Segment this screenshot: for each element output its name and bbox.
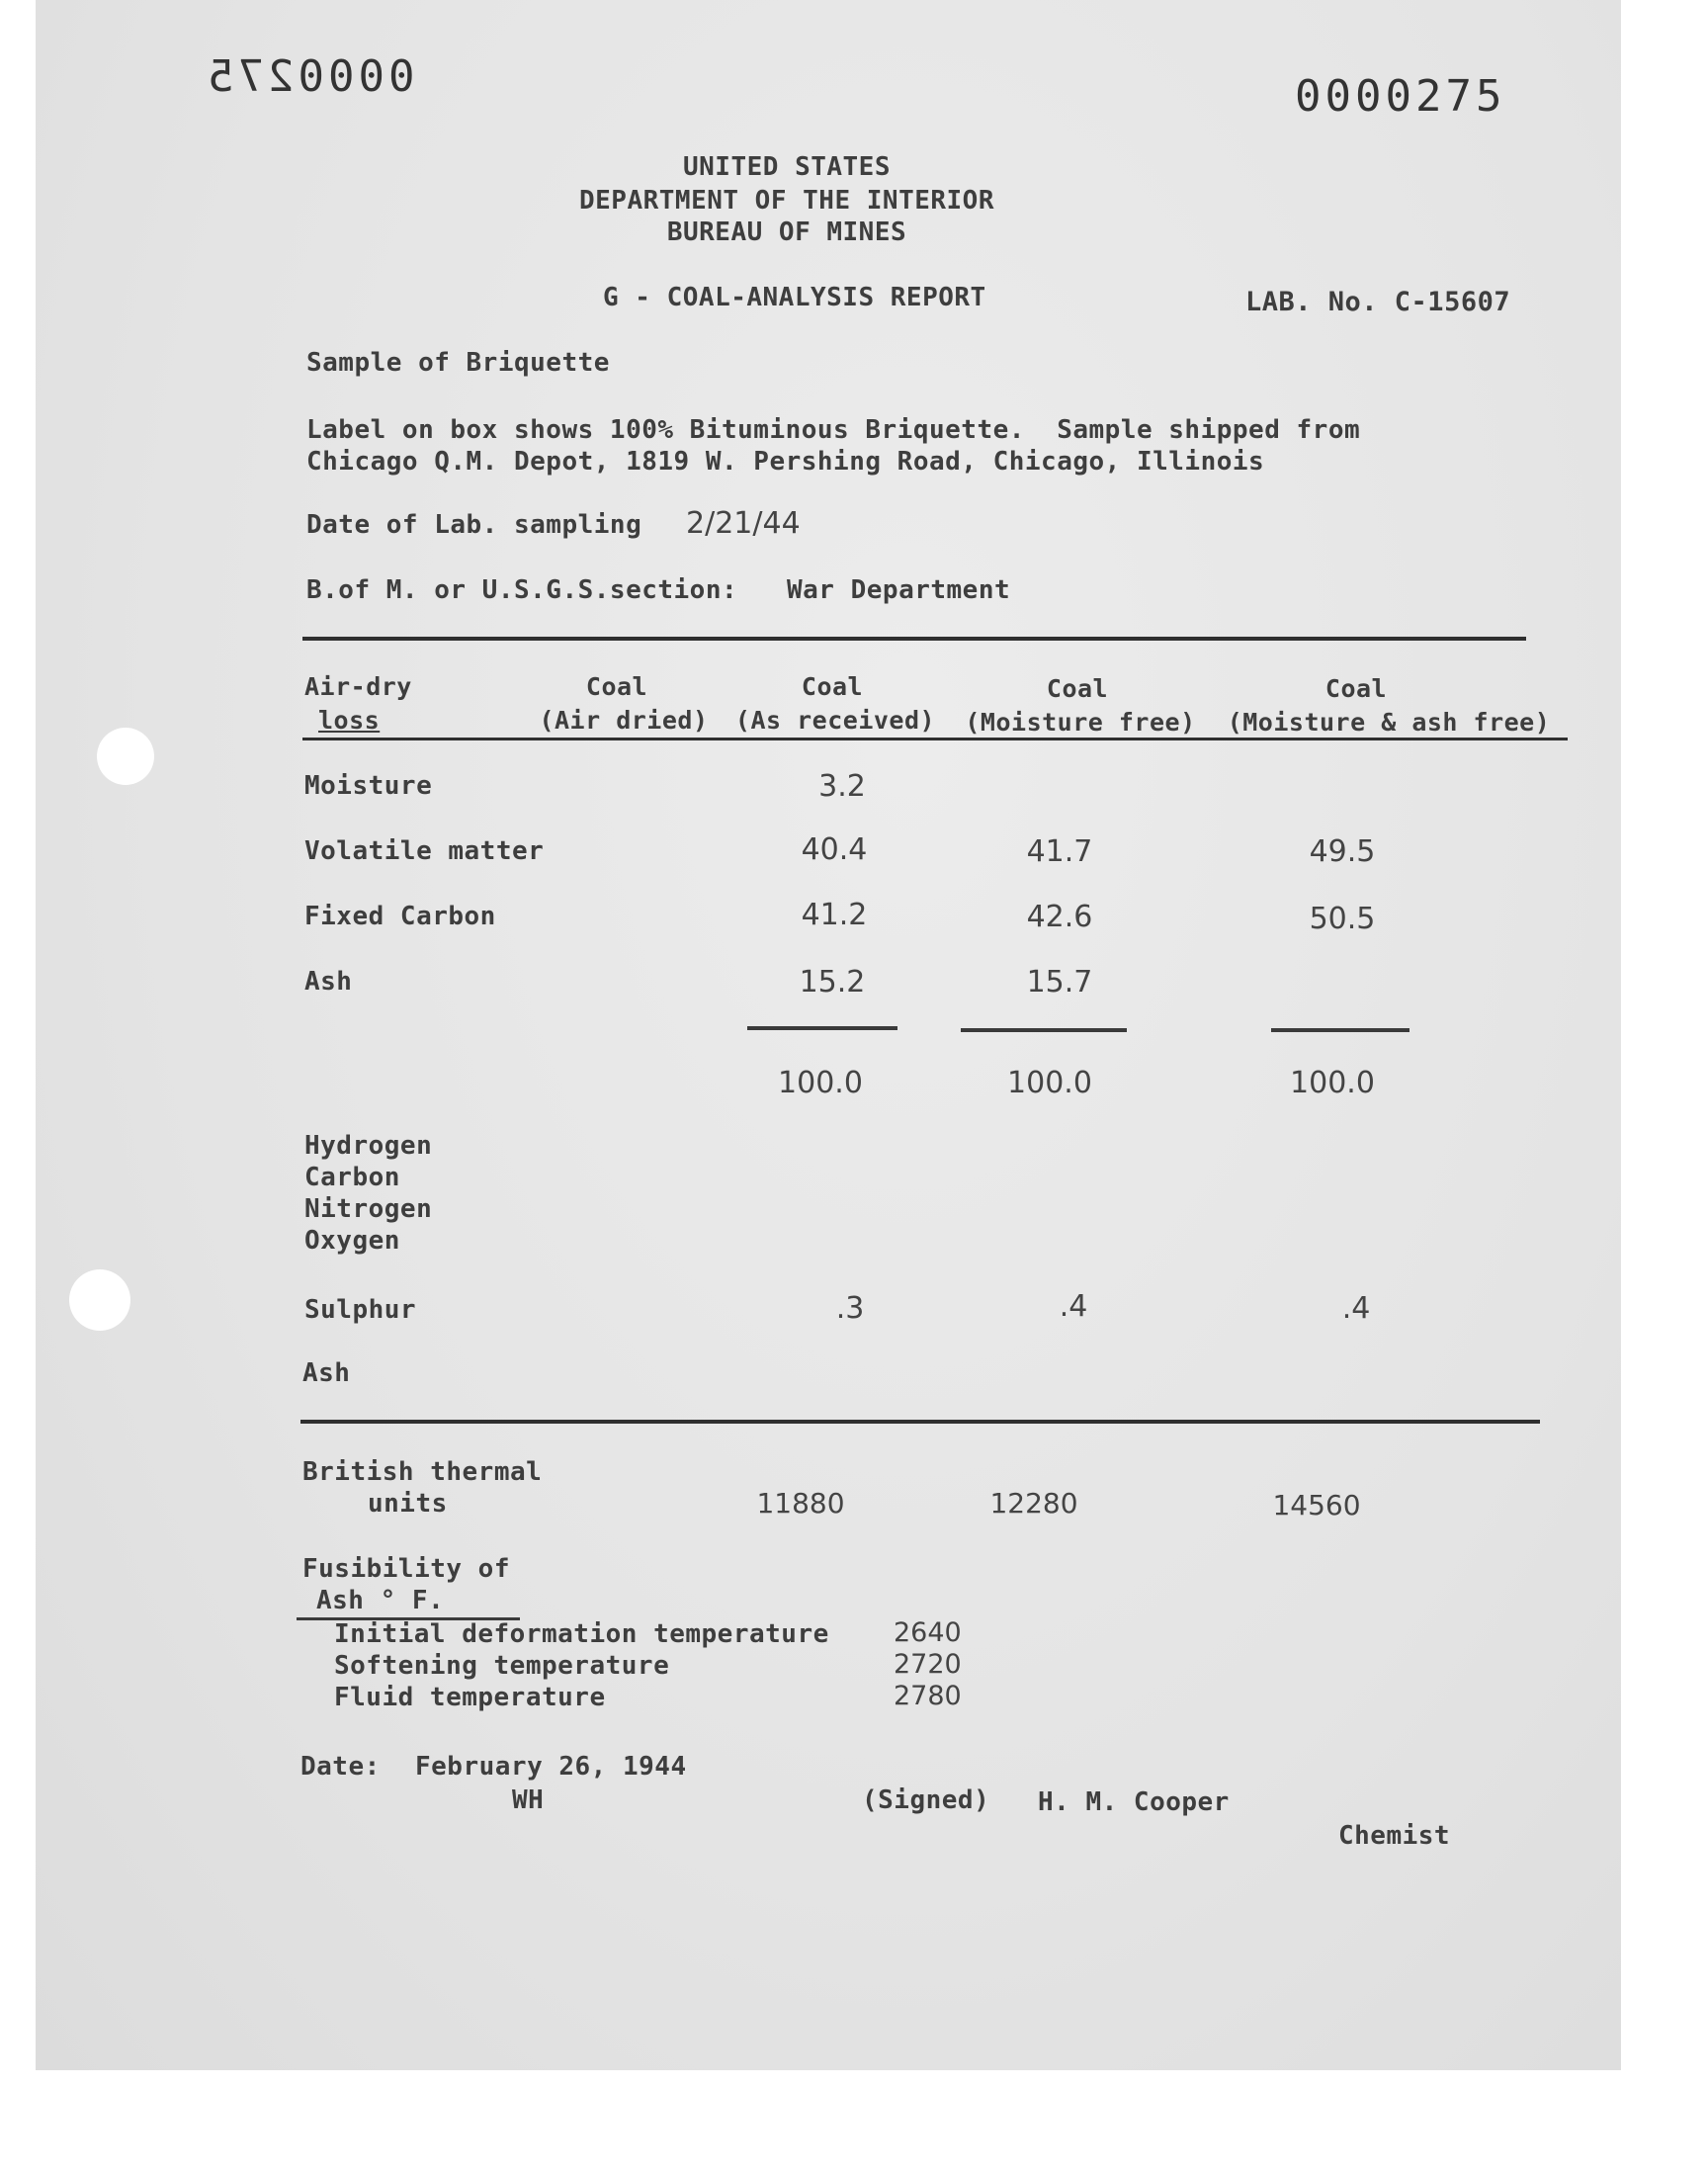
- fixed-carbon-moisture-free: 42.6: [1026, 900, 1093, 934]
- row-label-ultimate-ash: Ash: [302, 1358, 351, 1388]
- report-title: G - COAL-ANALYSIS REPORT: [603, 283, 986, 312]
- fixed-carbon-maf: 50.5: [1309, 902, 1376, 936]
- row-label-oxygen: Oxygen: [304, 1226, 400, 1256]
- row-label-ash: Ash: [304, 967, 353, 997]
- row-label-moisture: Moisture: [304, 771, 433, 801]
- row-label-carbon: Carbon: [304, 1163, 400, 1192]
- header-line-2: DEPARTMENT OF THE INTERIOR: [579, 186, 994, 216]
- fusibility-softening-label: Softening temperature: [334, 1651, 670, 1681]
- col-header-maf-1: Coal: [1324, 674, 1388, 703]
- footer-signed-label: (Signed): [862, 1785, 990, 1815]
- total-as-received: 100.0: [778, 1066, 863, 1100]
- sulphur-moisture-free: .4: [1059, 1289, 1088, 1324]
- sample-label-line-1: Label on box shows 100% Bituminous Briquette. Sample shipped from: [306, 415, 1361, 445]
- ash-as-received: 15.2: [799, 965, 866, 1000]
- row-label-volatile-matter: Volatile matter: [304, 836, 545, 866]
- punch-hole-upper: [97, 728, 154, 785]
- rule-top: [302, 637, 1526, 641]
- btu-label-line-1: British thermal: [302, 1457, 543, 1487]
- punch-hole-lower: [69, 1269, 130, 1331]
- fixed-carbon-as-received: 41.2: [801, 898, 868, 932]
- volatile-as-received: 40.4: [801, 832, 868, 867]
- footer-initials: WH: [512, 1785, 545, 1815]
- lab-number-label: LAB. No. C-15607: [1245, 287, 1511, 317]
- btu-maf: 14560: [1272, 1489, 1361, 1522]
- fusibility-title-line-1: Fusibility of: [302, 1554, 510, 1584]
- moisture-as-received: 3.2: [818, 769, 866, 804]
- col-header-air-dry-2: loss: [318, 706, 381, 735]
- stamp-top-left: 0000275: [204, 51, 415, 102]
- row-label-hydrogen: Hydrogen: [304, 1131, 433, 1161]
- header-line-3: BUREAU OF MINES: [666, 218, 907, 247]
- fusibility-initial-label: Initial deformation temperature: [334, 1619, 829, 1649]
- sum-rule-moisture-free: [961, 1028, 1127, 1032]
- col-header-maf-2: (Moisture & ash free): [1227, 708, 1551, 737]
- col-header-air-dried-1: Coal: [585, 672, 648, 701]
- section-label: B.of M. or U.S.G.S.section:: [306, 575, 738, 605]
- sample-label-line-2: Chicago Q.M. Depot, 1819 W. Pershing Road, Chicago, Illinois: [306, 447, 1265, 477]
- sulphur-maf: .4: [1341, 1291, 1371, 1326]
- footer-title: Chemist: [1338, 1821, 1451, 1851]
- btu-label-line-2: units: [368, 1489, 448, 1519]
- sampling-date-value: 2/21/44: [686, 506, 801, 541]
- stamp-top-right: 0000275: [1295, 71, 1506, 122]
- footer-date-label: Date:: [300, 1752, 381, 1782]
- rule-header-bottom: [302, 738, 1568, 740]
- fusibility-fluid-label: Fluid temperature: [334, 1683, 606, 1712]
- col-header-as-received-2: (As received): [734, 706, 936, 735]
- footer-date-value: February 26, 1944: [415, 1752, 687, 1782]
- col-header-moisture-free-2: (Moisture free): [965, 708, 1196, 737]
- sum-rule-as-received: [747, 1026, 897, 1030]
- btu-as-received: 11880: [756, 1487, 845, 1520]
- total-maf: 100.0: [1290, 1066, 1375, 1100]
- col-header-moisture-free-1: Coal: [1046, 674, 1109, 703]
- fusibility-fluid-value: 2780: [894, 1681, 962, 1711]
- total-moisture-free: 100.0: [1007, 1066, 1092, 1100]
- header-line-1: UNITED STATES: [683, 152, 891, 182]
- col-header-air-dry-1: Air-dry: [304, 672, 412, 701]
- rule-bottom: [300, 1420, 1540, 1424]
- fusibility-initial-value: 2640: [894, 1617, 962, 1648]
- ash-moisture-free: 15.7: [1026, 965, 1093, 1000]
- footer-signer: H. M. Cooper: [1038, 1787, 1230, 1817]
- col-header-as-received-1: Coal: [801, 672, 864, 701]
- sum-rule-maf: [1271, 1028, 1409, 1032]
- volatile-moisture-free: 41.7: [1026, 834, 1093, 869]
- sulphur-as-received: .3: [835, 1291, 865, 1326]
- row-label-fixed-carbon: Fixed Carbon: [304, 902, 496, 931]
- col-header-air-dried-2: (Air dried): [539, 706, 709, 735]
- fusibility-title-line-2: Ash ° F.: [316, 1586, 445, 1615]
- volatile-maf: 49.5: [1309, 834, 1376, 869]
- btu-moisture-free: 12280: [989, 1487, 1078, 1520]
- sample-title: Sample of Briquette: [306, 348, 610, 378]
- row-label-nitrogen: Nitrogen: [304, 1194, 433, 1224]
- row-label-sulphur: Sulphur: [304, 1295, 417, 1325]
- sampling-date-label: Date of Lab. sampling: [306, 510, 642, 540]
- fusibility-softening-value: 2720: [894, 1649, 962, 1680]
- section-value: War Department: [787, 575, 1011, 605]
